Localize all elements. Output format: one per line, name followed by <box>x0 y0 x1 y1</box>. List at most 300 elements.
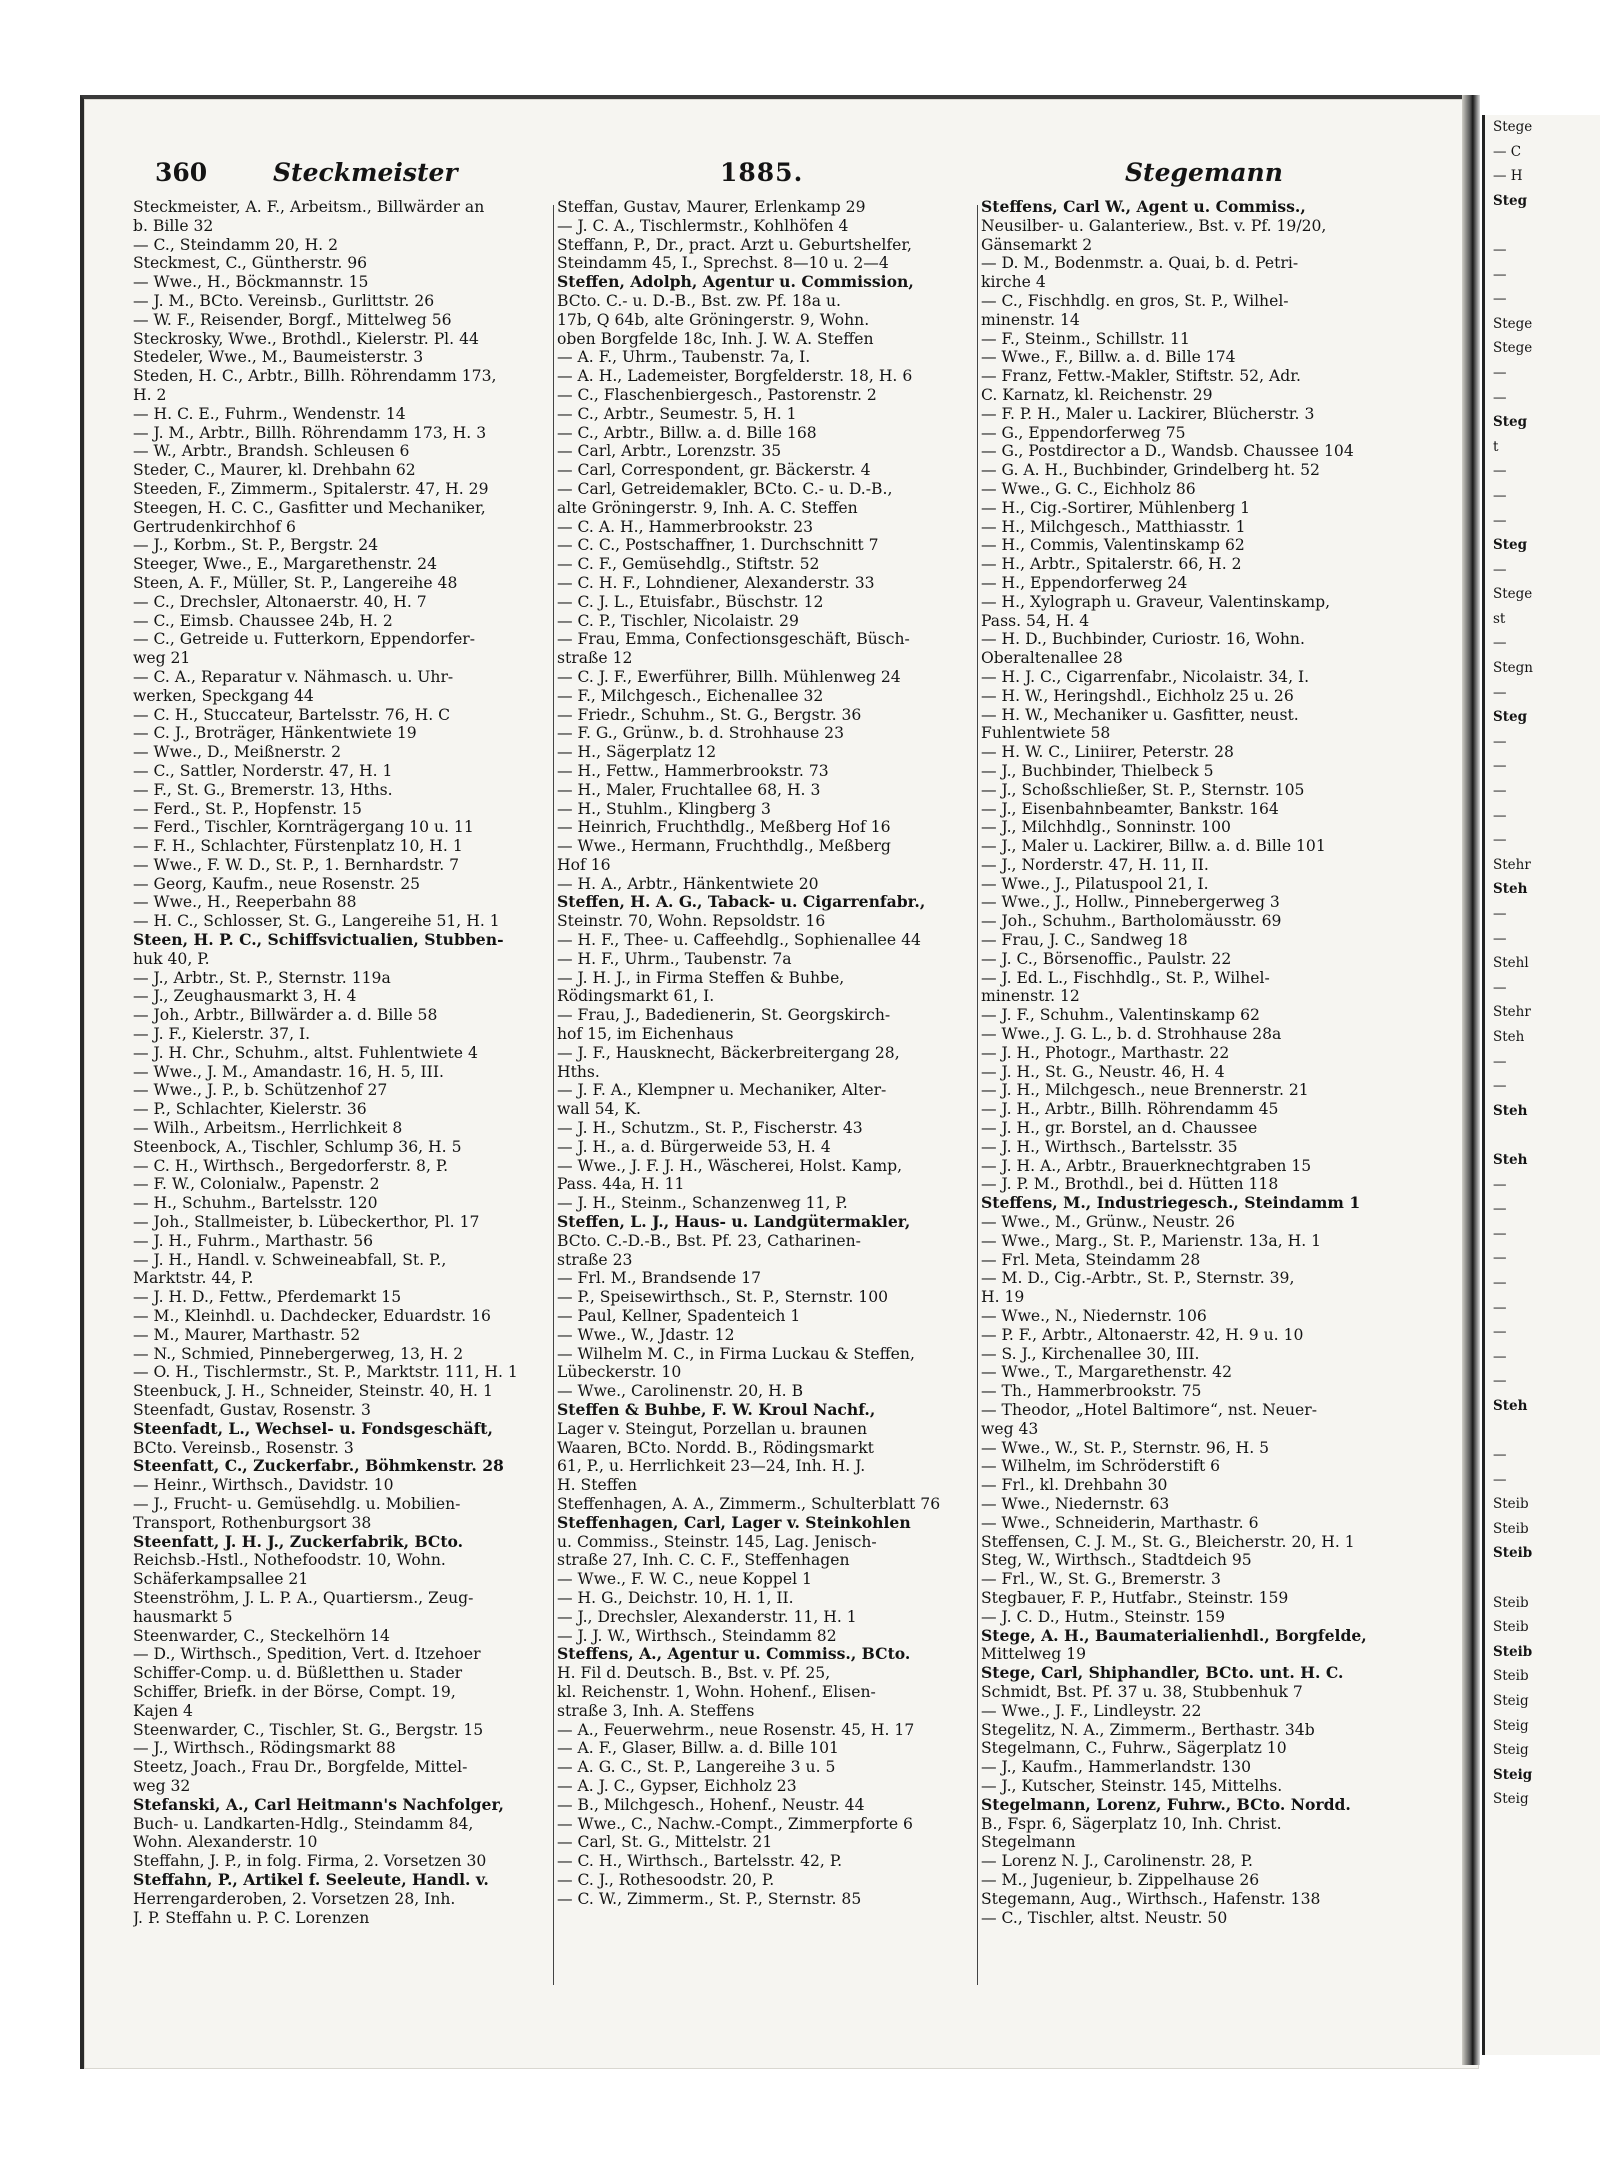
fragment-line: Stehl <box>1493 955 1529 972</box>
directory-line: — Georg, Kaufm., neue Rosenstr. 25 <box>133 874 421 893</box>
directory-line: Steen, A. F., Müller, St. P., Langereihe 48 <box>133 573 458 592</box>
directory-line: — H. W. C., Liniirer, Peterstr. 28 <box>981 743 1234 762</box>
directory-line: BCto. C.-D.-B., Bst. Pf. 23, Catharinen- <box>557 1231 861 1250</box>
directory-line: Steen, H. P. C., Schiffsvictualien, Stubben- <box>133 931 504 950</box>
directory-line: 17b, Q 64b, alte Gröningerstr. 9, Wohn. <box>557 310 870 329</box>
fragment-line: — <box>1493 1053 1507 1070</box>
directory-line: — M., Kleinhdl. u. Dachdecker, Eduardstr. 16 <box>133 1307 491 1326</box>
directory-line: — J., Korbm., St. P., Bergstr. 24 <box>133 536 379 555</box>
directory-line: — M., Jugenieur, b. Zippelhause 26 <box>981 1870 1260 1889</box>
directory-line: straße 23 <box>557 1250 633 1269</box>
directory-line: — Lorenz N. J., Carolinenstr. 28, P. <box>981 1852 1253 1871</box>
directory-line: Waaren, BCto. Nordd. B., Rödingsmarkt <box>557 1438 874 1457</box>
directory-line: — Franz, Fettw.-Makler, Stiftstr. 52, Adr. <box>981 367 1301 386</box>
directory-line: — Theodor, „Hotel Baltimore“, nst. Neuer- <box>981 1401 1317 1419</box>
directory-line: — J., Norderstr. 47, H. 11, II. <box>981 855 1209 874</box>
book-gutter <box>1462 95 1480 2065</box>
directory-line: — Th., Hammerbrookstr. 75 <box>981 1382 1202 1401</box>
fragment-line: — <box>1493 1373 1507 1390</box>
directory-line: — J., Drechsler, Alexanderstr. 11, H. 1 <box>557 1607 857 1626</box>
directory-line: — J., Buchbinder, Thielbeck 5 <box>981 761 1214 780</box>
fragment-line: Steh <box>1493 881 1528 898</box>
directory-line: — J. H. J., in Firma Steffen & Buhbe, <box>557 968 845 987</box>
directory-line: — Frau, Emma, Confectionsgeschäft, Büsch- <box>557 630 910 649</box>
directory-line: Herrengarderoben, 2. Vorsetzen 28, Inh. <box>133 1889 456 1908</box>
directory-line: — P. F., Arbtr., Altonaerstr. 42, H. 9 u. 10 <box>981 1325 1304 1344</box>
directory-line: minenstr. 14 <box>981 310 1080 329</box>
directory-line: huk 40, P. <box>133 949 210 968</box>
directory-line: — J. F., Schuhm., Valentinskamp 62 <box>981 1006 1260 1025</box>
directory-line: — Wwe., J. F., Lindleystr. 22 <box>981 1701 1202 1720</box>
directory-line: — C., Sattler, Norderstr. 47, H. 1 <box>133 761 393 780</box>
directory-line: weg 21 <box>133 649 191 668</box>
directory-line: Steenströhm, J. L. P. A., Quartiersm., Zeug- <box>133 1588 474 1607</box>
directory-line: kirche 4 <box>981 273 1046 292</box>
directory-line: — Heinr., Wirthsch., Davidstr. 10 <box>133 1476 394 1495</box>
fragment-line: Steig <box>1493 1717 1529 1734</box>
directory-line: Lübeckerstr. 10 <box>557 1363 682 1382</box>
directory-line: Wohn. Alexanderstr. 10 <box>133 1833 318 1852</box>
directory-line: — J. H., Handl. v. Schweineabfall, St. P., <box>133 1250 447 1269</box>
directory-line: wall 54, K. <box>557 1100 641 1119</box>
directory-line: — W. F., Reisender, Borgf., Mittelweg 56 <box>133 310 452 329</box>
directory-line: — C. F., Gemüsehdlg., Stiftstr. 52 <box>557 555 820 574</box>
fragment-line: — <box>1493 364 1507 381</box>
directory-line: — J. F., Kielerstr. 37, I. <box>133 1025 311 1044</box>
directory-line: — H., Sägerplatz 12 <box>557 743 717 762</box>
directory-column-2 <box>557 198 977 1909</box>
directory-line: Hof 16 <box>557 855 611 874</box>
directory-line: — P., Schlachter, Kielerstr. 36 <box>133 1100 367 1119</box>
directory-line: — Wwe., H., Böckmannstr. 15 <box>133 273 369 292</box>
directory-line: Steenfatt, C., Zuckerfabr., Böhmkenstr. 28 <box>133 1457 504 1476</box>
fragment-line: Steg <box>1493 192 1528 209</box>
directory-line: — H., Cig.-Sortirer, Mühlenberg 1 <box>981 498 1251 517</box>
fragment-line: — <box>1493 1176 1507 1193</box>
directory-line: Schiffer, Briefk. in der Börse, Compt. 19, <box>133 1682 456 1701</box>
fragment-line: Stege <box>1493 315 1533 332</box>
fragment-line: Stehr <box>1493 856 1531 873</box>
directory-line: — Friedr., Schuhm., St. G., Bergstr. 36 <box>557 705 862 724</box>
fragment-line: — <box>1493 1225 1507 1242</box>
directory-line: — J. H., Steinm., Schanzenweg 11, P. <box>557 1194 848 1213</box>
fragment-line: — <box>1493 930 1507 947</box>
directory-line: — C., Arbtr., Billw. a. d. Bille 168 <box>557 423 817 442</box>
directory-line: Steffen & Buhbe, F. W. Kroul Nachf., <box>557 1401 876 1419</box>
directory-line: — J. H., Schutzm., St. P., Fischerstr. 43 <box>557 1119 863 1138</box>
directory-line: — Carl, Getreidemakler, BCto. C.- u. D.-B., <box>557 479 893 498</box>
fragment-line: — <box>1493 783 1507 800</box>
directory-line: straße 3, Inh. A. Steffens <box>557 1701 755 1720</box>
directory-line: Steenwarder, C., Steckelhörn 14 <box>133 1626 390 1645</box>
directory-line: — C., Steindamm 20, H. 2 <box>133 235 339 254</box>
directory-line: — M. D., Cig.-Arbtr., St. P., Sternstr. 39, <box>981 1269 1295 1288</box>
directory-line: — J. Ed. L., Fischhdlg., St. P., Wilhel- <box>981 968 1270 987</box>
column-rule <box>977 205 978 1985</box>
page-number: 360 <box>155 158 208 187</box>
directory-line: — J. H. D., Fettw., Pferdemarkt 15 <box>133 1288 402 1307</box>
directory-line: Oberaltenallee 28 <box>981 649 1123 668</box>
directory-line: Steindamm 45, I., Sprechst. 8—10 u. 2—4 <box>557 254 889 273</box>
directory-line: Steder, C., Maurer, kl. Drehbahn 62 <box>133 461 416 480</box>
fragment-line: — <box>1493 979 1507 996</box>
directory-line: — C., Fischhdlg. en gros, St. P., Wilhel- <box>981 291 1289 310</box>
fragment-line: — <box>1493 1274 1507 1291</box>
directory-line: Steegen, H. C. C., Gasfitter und Mechaniker, <box>133 498 486 517</box>
directory-line: Mittelweg 19 <box>981 1645 1087 1664</box>
directory-line: — Heinrich, Fruchthdlg., Meßberg Hof 16 <box>557 818 891 837</box>
directory-line: Hths. <box>557 1062 600 1081</box>
fragment-line: Steib <box>1493 1496 1529 1513</box>
directory-line: Steden, H. C., Arbtr., Billh. Röhrendamm 173, <box>133 367 497 386</box>
fragment-line: — <box>1493 1348 1507 1365</box>
directory-line: — Wwe., J. F. J. H., Wäscherei, Holst. Kamp, <box>557 1156 903 1175</box>
directory-line: — H., Maler, Fruchtallee 68, H. 3 <box>557 780 821 799</box>
directory-line: — F. W., Colonialw., Papenstr. 2 <box>133 1175 380 1194</box>
directory-line: Stegelitz, N. A., Zimmerm., Berthastr. 34b <box>981 1720 1315 1739</box>
directory-line: — J. H., Fuhrm., Marthastr. 56 <box>133 1231 374 1250</box>
directory-line: — J., Schoßschließer, St. P., Sternstr. 105 <box>981 780 1305 799</box>
directory-line: Steenfadt, Gustav, Rosenstr. 3 <box>133 1401 371 1419</box>
directory-line: — Wwe., Schneiderin, Marthastr. 6 <box>981 1513 1259 1532</box>
directory-line: Stefanski, A., Carl Heitmann's Nachfolger, <box>133 1795 504 1814</box>
directory-line: Steenfadt, L., Wechsel- u. Fondsgeschäft, <box>133 1419 493 1438</box>
directory-line: — W., Arbtr., Brandsh. Schleusen 6 <box>133 442 410 461</box>
fragment-line: — <box>1493 241 1507 258</box>
directory-line: — Joh., Schuhm., Bartholomäusstr. 69 <box>981 912 1282 931</box>
directory-line: — H., Schuhm., Bartelsstr. 120 <box>133 1194 378 1213</box>
directory-line: alte Gröningerstr. 9, Inh. A. C. Steffen <box>557 498 858 517</box>
directory-line: Steckrosky, Wwe., Brothdl., Kielerstr. Pl. 44 <box>133 329 479 348</box>
directory-line: Fuhlentwiete 58 <box>981 724 1111 743</box>
directory-line: — Wwe., Niedernstr. 63 <box>981 1494 1170 1513</box>
directory-line: Steenbock, A., Tischler, Schlump 36, H. 5 <box>133 1137 462 1156</box>
directory-line: — Ferd., St. P., Hopfenstr. 15 <box>133 799 362 818</box>
directory-line: — H. C., Schlosser, St. G., Langereihe 51, H. 1 <box>133 912 500 931</box>
directory-line: weg 43 <box>981 1419 1039 1438</box>
fragment-line: — <box>1493 906 1507 922</box>
directory-line: — Wwe., T., Margarethenstr. 42 <box>981 1363 1233 1382</box>
directory-line: — J., Arbtr., St. P., Sternstr. 119a <box>133 968 391 987</box>
fragment-line: Steib <box>1493 1619 1529 1636</box>
fragment-line: — <box>1493 1299 1507 1316</box>
directory-line: — Frau, J. C., Sandweg 18 <box>981 931 1188 950</box>
directory-line: — Wwe., W., St. P., Sternstr. 96, H. 5 <box>981 1438 1270 1457</box>
directory-line: Steffen, Adolph, Agentur u. Commission, <box>557 273 914 292</box>
directory-line: Steffenhagen, Carl, Lager v. Steinkohlen <box>557 1513 911 1532</box>
directory-line: — Wwe., D., Meißnerstr. 2 <box>133 743 342 762</box>
fragment-line: — C <box>1493 143 1522 160</box>
directory-line: — H., Arbtr., Spitalerstr. 66, H. 2 <box>981 555 1242 574</box>
fragment-line: Steh <box>1493 1397 1528 1414</box>
directory-line: — S. J., Kirchenallee 30, III. <box>981 1344 1200 1363</box>
directory-line: — Frau, J., Badedienerin, St. Georgskirch- <box>557 1006 891 1025</box>
directory-line: — J. C. D., Hutm., Steinstr. 159 <box>981 1607 1226 1626</box>
directory-line: — D., Wirthsch., Spedition, Vert. d. Itzehoer <box>133 1645 481 1664</box>
directory-line: — C. J. L., Etuisfabr., Büschstr. 12 <box>557 592 824 611</box>
fragment-line: Steg <box>1493 709 1528 726</box>
directory-line: — H. D., Buchbinder, Curiostr. 16, Wohn. <box>981 630 1305 649</box>
directory-line: Steenfatt, J. H. J., Zuckerfabrik, BCto. <box>133 1532 464 1551</box>
directory-line: Lager v. Steingut, Porzellan u. braunen <box>557 1419 868 1438</box>
fragment-line: — <box>1493 463 1507 480</box>
directory-line: B., Fspr. 6, Sägerplatz 10, Inh. Christ. <box>981 1814 1282 1833</box>
fragment-line: Stegn <box>1493 660 1533 677</box>
directory-line: Steckmest, C., Güntherstr. 96 <box>133 254 368 273</box>
directory-line: — C. A. H., Hammerbrookstr. 23 <box>557 517 814 536</box>
fragment-line: Steig <box>1493 1693 1529 1709</box>
directory-line: Marktstr. 44, P. <box>133 1269 254 1288</box>
fragment-line: Stege <box>1493 586 1533 603</box>
directory-line: — Wwe., J. P., b. Schützenhof 27 <box>133 1081 388 1100</box>
directory-line: Steeden, F., Zimmerm., Spitalerstr. 47, H. 29 <box>133 479 489 498</box>
directory-line: — A. G. C., St. P., Langereihe 3 u. 5 <box>557 1758 836 1777</box>
directory-line: — H., Eppendorferweg 24 <box>981 573 1188 592</box>
directory-line: — J. C., Börsenoffic., Paulstr. 22 <box>981 949 1232 968</box>
directory-line: — Wwe., J. G. L., b. d. Strohhause 28a <box>981 1025 1282 1044</box>
directory-line: — Wwe., C., Nachw.-Compt., Zimmerpforte 6 <box>557 1814 913 1833</box>
directory-line: Steffens, M., Industriegesch., Steindamm 1 <box>981 1194 1361 1213</box>
directory-line: — A. H., Lademeister, Borgfelderstr. 18, H. 6 <box>557 367 913 386</box>
fragment-line: Steh <box>1493 1102 1528 1119</box>
directory-line: — H. F., Uhrm., Taubenstr. 7a <box>557 949 792 968</box>
directory-line: — Frl., kl. Drehbahn 30 <box>981 1476 1168 1495</box>
directory-line: Steffan, Gustav, Maurer, Erlenkamp 29 <box>557 198 866 216</box>
fragment-line: — <box>1493 733 1507 750</box>
directory-line: — C. H., Stuccateur, Bartelsstr. 76, H. C <box>133 705 451 724</box>
directory-line: 61, P., u. Herrlichkeit 23—24, Inh. H. J. <box>557 1457 866 1476</box>
fragment-line: — <box>1493 487 1507 504</box>
directory-line: — Wwe., W., Jdastr. 12 <box>557 1325 735 1344</box>
fragment-line: Steh <box>1493 1028 1525 1045</box>
directory-line: Pass. 44a, H. 11 <box>557 1175 685 1194</box>
fragment-line: — <box>1493 1447 1507 1464</box>
directory-line: — J., Eisenbahnbeamter, Bankstr. 164 <box>981 799 1279 818</box>
directory-line: Steenbuck, J. H., Schneider, Steinstr. 40, H. 1 <box>133 1382 493 1401</box>
directory-line: — Frl. Meta, Steindamm 28 <box>981 1250 1201 1269</box>
directory-line: — J. M., Arbtr., Billh. Röhrendamm 173, H. 3 <box>133 423 487 442</box>
directory-line: Schmidt, Bst. Pf. 37 u. 38, Stubbenhuk 7 <box>981 1682 1303 1701</box>
fragment-line: — <box>1493 832 1507 849</box>
directory-line: — J. H., Milchgesch., neue Brennerstr. 21 <box>981 1081 1309 1100</box>
directory-line: — Wwe., J. M., Amandastr. 16, H. 5, III. <box>133 1062 444 1081</box>
directory-line: — Frl., W., St. G., Bremerstr. 3 <box>981 1570 1221 1589</box>
directory-line: H. 2 <box>133 385 167 404</box>
directory-line: — M., Maurer, Marthastr. 52 <box>133 1325 361 1344</box>
directory-line: Steffann, P., Dr., pract. Arzt u. Geburtshelfer, <box>557 235 913 254</box>
directory-line: Pass. 54, H. 4 <box>981 611 1090 630</box>
directory-line: BCto. C.- u. D.-B., Bst. zw. Pf. 18a u. <box>557 291 841 310</box>
directory-line: C. Karnatz, kl. Reichenstr. 29 <box>981 385 1213 404</box>
directory-line: — Carl, Correspondent, gr. Bäckerstr. 4 <box>557 461 871 480</box>
directory-line: Steffen, H. A. G., Taback- u. Cigarrenfabr., <box>557 893 926 912</box>
directory-line: — Carl, Arbtr., Lorenzstr. 35 <box>557 442 782 461</box>
fragment-line: — <box>1493 389 1507 406</box>
directory-line: — Wwe., N., Niedernstr. 106 <box>981 1307 1207 1326</box>
directory-line: — J. P. M., Brothdl., bei d. Hütten 118 <box>981 1175 1279 1194</box>
directory-line: — J. H. A., Arbtr., Brauerknechtgraben 15 <box>981 1156 1312 1175</box>
column-rule <box>553 205 554 1985</box>
directory-line: — H. W., Mechaniker u. Gasfitter, neust. <box>981 705 1299 724</box>
directory-line: — Wwe., H., Reeperbahn 88 <box>133 893 357 912</box>
directory-line: — H. F., Thee- u. Caffeehdlg., Sophienallee 44 <box>557 931 921 950</box>
directory-line: — Wwe., G. C., Eichholz 86 <box>981 479 1196 498</box>
directory-line: hausmarkt 5 <box>133 1607 233 1626</box>
directory-line: — Wwe., J., Hollw., Pinnebergerweg 3 <box>981 893 1280 912</box>
fragment-line: Stehr <box>1493 1004 1531 1021</box>
directory-line: — A. F., Glaser, Billw. a. d. Bille 101 <box>557 1739 839 1758</box>
directory-line: straße 27, Inh. C. C. F., Steffenhagen <box>557 1551 850 1570</box>
directory-line: — J., Kaufm., Hammerlandstr. 130 <box>981 1758 1252 1777</box>
directory-line: J. P. Steffahn u. P. C. Lorenzen <box>133 1908 370 1927</box>
directory-line: — J., Zeughausmarkt 3, H. 4 <box>133 987 357 1006</box>
fragment-line: — <box>1493 1078 1507 1095</box>
fragment-line: — <box>1493 635 1507 652</box>
directory-line: — P., Speisewirthsch., St. P., Sternstr. 100 <box>557 1288 889 1307</box>
fragment-line: t <box>1493 438 1499 455</box>
directory-line: hof 15, im Eichenhaus <box>557 1025 734 1044</box>
directory-line: — Joh., Stallmeister, b. Lübeckerthor, Pl. 17 <box>133 1213 480 1232</box>
directory-line: — J., Wirthsch., Rödingsmarkt 88 <box>133 1739 396 1758</box>
directory-line: — H., Milchgesch., Matthiasstr. 1 <box>981 517 1246 536</box>
directory-line: minenstr. 12 <box>981 987 1080 1006</box>
fragment-line: Steh <box>1493 1151 1528 1168</box>
directory-line: — C. J., Rothesoodstr. 20, P. <box>557 1870 775 1889</box>
running-head-left: Steckmeister <box>273 158 458 187</box>
directory-line: — C., Flaschenbiergesch., Pastorenstr. 2 <box>557 385 877 404</box>
fragment-line: — <box>1493 561 1507 578</box>
directory-line: — H. G., Deichstr. 10, H. 1, II. <box>557 1588 794 1607</box>
directory-line: — Wwe., Hermann, Fruchthdlg., Meßberg <box>557 837 891 856</box>
fragment-line <box>1485 1123 1600 1148</box>
directory-line: Buch- u. Landkarten-Hdlg., Steindamm 84, <box>133 1814 474 1833</box>
directory-line: — F. H., Schlachter, Fürstenplatz 10, H. 1 <box>133 837 463 856</box>
directory-line: Stegelmann, Lorenz, Fuhrw., BCto. Nordd. <box>981 1795 1351 1814</box>
fragment-line: Steib <box>1493 1643 1533 1660</box>
directory-line: — Wilhelm, im Schröderstift 6 <box>981 1457 1221 1476</box>
directory-column-3 <box>981 198 1421 1927</box>
directory-line: — Ferd., Tischler, Kornträgergang 10 u. 11 <box>133 818 474 837</box>
directory-line: — H. A., Arbtr., Hänkentwiete 20 <box>557 874 819 893</box>
directory-line: — C. J., Broträger, Hänkentwiete 19 <box>133 724 417 743</box>
fragment-line: Steib <box>1493 1668 1529 1685</box>
page-header <box>155 158 1435 198</box>
directory-line: — J. F. A., Klempner u. Mechaniker, Alter- <box>557 1081 887 1100</box>
directory-line: Steenwarder, C., Tischler, St. G., Bergstr. 15 <box>133 1720 484 1739</box>
fragment-line: Steg <box>1493 537 1528 554</box>
directory-line: — Wwe., J., Pilatuspool 21, I. <box>981 874 1209 893</box>
directory-line: u. Commiss., Steinstr. 145, Lag. Jenisch- <box>557 1532 877 1551</box>
fragment-line <box>1485 1566 1600 1591</box>
directory-line: — J., Maler u. Lackirer, Billw. a. d. Bille 101 <box>981 837 1326 856</box>
directory-line: — A. F., Uhrm., Taubenstr. 7a, I. <box>557 348 811 367</box>
fragment-line: — <box>1493 807 1507 824</box>
directory-line: — Wwe., Carolinenstr. 20, H. B <box>557 1382 804 1401</box>
fragment-line: Stege <box>1493 119 1533 135</box>
directory-line: — C. J. F., Ewerführer, Billh. Mühlenweg 24 <box>557 667 901 686</box>
directory-line: — J. H., Wirthsch., Bartelsstr. 35 <box>981 1137 1238 1156</box>
fragment-line: — <box>1493 684 1507 701</box>
fragment-line: — <box>1493 291 1507 308</box>
fragment-line: Steib <box>1493 1520 1529 1537</box>
directory-line: — H. C. E., Fuhrm., Wendenstr. 14 <box>133 404 406 423</box>
directory-line: — F., St. G., Bremerstr. 13, Hths. <box>133 780 393 799</box>
directory-line: Stegelmann, C., Fuhrw., Sägerplatz 10 <box>981 1739 1287 1758</box>
directory-line: Stedeler, Wwe., M., Baumeisterstr. 3 <box>133 348 424 367</box>
fragment-line: Steib <box>1493 1594 1529 1611</box>
directory-line: — C., Getreide u. Futterkorn, Eppendorfer- <box>133 630 476 649</box>
directory-line: — F. G., Grünw., b. d. Strohhause 23 <box>557 724 845 743</box>
directory-line: Reichsb.-Hstl., Nothefoodstr. 10, Wohn. <box>133 1551 446 1570</box>
running-head-right: Stegemann <box>1125 158 1283 187</box>
directory-line: Steeger, Wwe., E., Margarethenstr. 24 <box>133 555 438 574</box>
year-heading: 1885. <box>720 158 804 187</box>
fragment-line <box>1485 1418 1600 1443</box>
fragment-line: — <box>1493 1201 1507 1218</box>
fragment-line: Steib <box>1493 1545 1533 1562</box>
directory-line: — C., Tischler, altst. Neustr. 50 <box>981 1908 1228 1927</box>
directory-line: — J. H., Photogr., Marthastr. 22 <box>981 1043 1230 1062</box>
adjacent-page-fragment <box>1482 115 1600 2055</box>
directory-line: Gertrudenkirchhof 6 <box>133 517 296 536</box>
fragment-line <box>1485 213 1600 238</box>
directory-line: — A., Feuerwehrm., neue Rosenstr. 45, H. 17 <box>557 1720 915 1739</box>
directory-line: — Wwe., F. W. C., neue Koppel 1 <box>557 1570 812 1589</box>
directory-line: — D. M., Bodenmstr. a. Quai, b. d. Petri- <box>981 254 1299 273</box>
directory-line: werken, Speckgang 44 <box>133 686 314 705</box>
directory-line: — H., Xylograph u. Graveur, Valentinskamp, <box>981 592 1331 611</box>
directory-line: Rödingsmarkt 61, I. <box>557 987 715 1006</box>
directory-line: Stegemann, Aug., Wirthsch., Hafenstr. 138 <box>981 1889 1321 1908</box>
fragment-line: — <box>1493 266 1507 283</box>
directory-line: — H., Fettw., Hammerbrookstr. 73 <box>557 761 829 780</box>
directory-line: — J. C. A., Tischlermstr., Kohlhöfen 4 <box>557 216 849 235</box>
directory-line: — F. P. H., Maler u. Lackirer, Blücherstr. 3 <box>981 404 1315 423</box>
directory-line: Steffahn, J. P., in folg. Firma, 2. Vorsetzen 30 <box>133 1852 487 1871</box>
directory-line: Stegelmann <box>981 1833 1076 1852</box>
fragment-line: Steig <box>1493 1791 1529 1808</box>
directory-line: Steg, W., Wirthsch., Stadtdeich 95 <box>981 1551 1252 1570</box>
directory-line: H. Fil d. Deutsch. B., Bst. v. Pf. 25, <box>557 1664 831 1683</box>
directory-line: — C. H., Wirthsch., Bartelsstr. 42, P. <box>557 1852 843 1871</box>
directory-line: Gänsemarkt 2 <box>981 235 1093 254</box>
directory-line: Kajen 4 <box>133 1701 193 1720</box>
fragment-line: Steig <box>1493 1766 1533 1783</box>
fragment-line: — H <box>1493 168 1523 185</box>
fragment-line: Steig <box>1493 1742 1529 1759</box>
directory-column-1 <box>133 198 553 1927</box>
directory-line: — C. H., Wirthsch., Bergedorferstr. 8, P. <box>133 1156 449 1175</box>
directory-line: — Wwe., F., Billw. a. d. Bille 174 <box>981 348 1236 367</box>
directory-line: — C. P., Tischler, Nicolaistr. 29 <box>557 611 799 630</box>
directory-line: — J., Frucht- u. Gemüsehdlg. u. Mobilien- <box>133 1494 461 1513</box>
directory-line: — A. J. C., Gypser, Eichholz 23 <box>557 1776 797 1795</box>
directory-line: — J. H., Arbtr., Billh. Röhrendamm 45 <box>981 1100 1279 1119</box>
directory-line: straße 12 <box>557 649 633 668</box>
directory-line: — Wwe., M., Grünw., Neustr. 26 <box>981 1213 1235 1232</box>
directory-line: BCto. Vereinsb., Rosenstr. 3 <box>133 1438 354 1457</box>
directory-line: Steffenhagen, A. A., Zimmerm., Schulterblatt 76 <box>557 1494 941 1513</box>
fragment-line: — <box>1493 758 1507 775</box>
directory-line: Stege, A. H., Baumaterialienhdl., Borgfelde, <box>981 1626 1367 1645</box>
directory-line: — F., Milchgesch., Eichenallee 32 <box>557 686 824 705</box>
directory-line: — Wwe., F. W. D., St. P., 1. Bernhardstr. 7 <box>133 855 460 874</box>
directory-line: — F., Steinm., Schillstr. 11 <box>981 329 1190 348</box>
directory-line: — C., Arbtr., Seumestr. 5, H. 1 <box>557 404 797 423</box>
directory-line: Steffen, L. J., Haus- u. Landgütermakler, <box>557 1213 911 1232</box>
directory-line: — C. W., Zimmerm., St. P., Sternstr. 85 <box>557 1889 862 1908</box>
directory-line: Steffens, A., Agentur u. Commiss., BCto. <box>557 1645 911 1664</box>
